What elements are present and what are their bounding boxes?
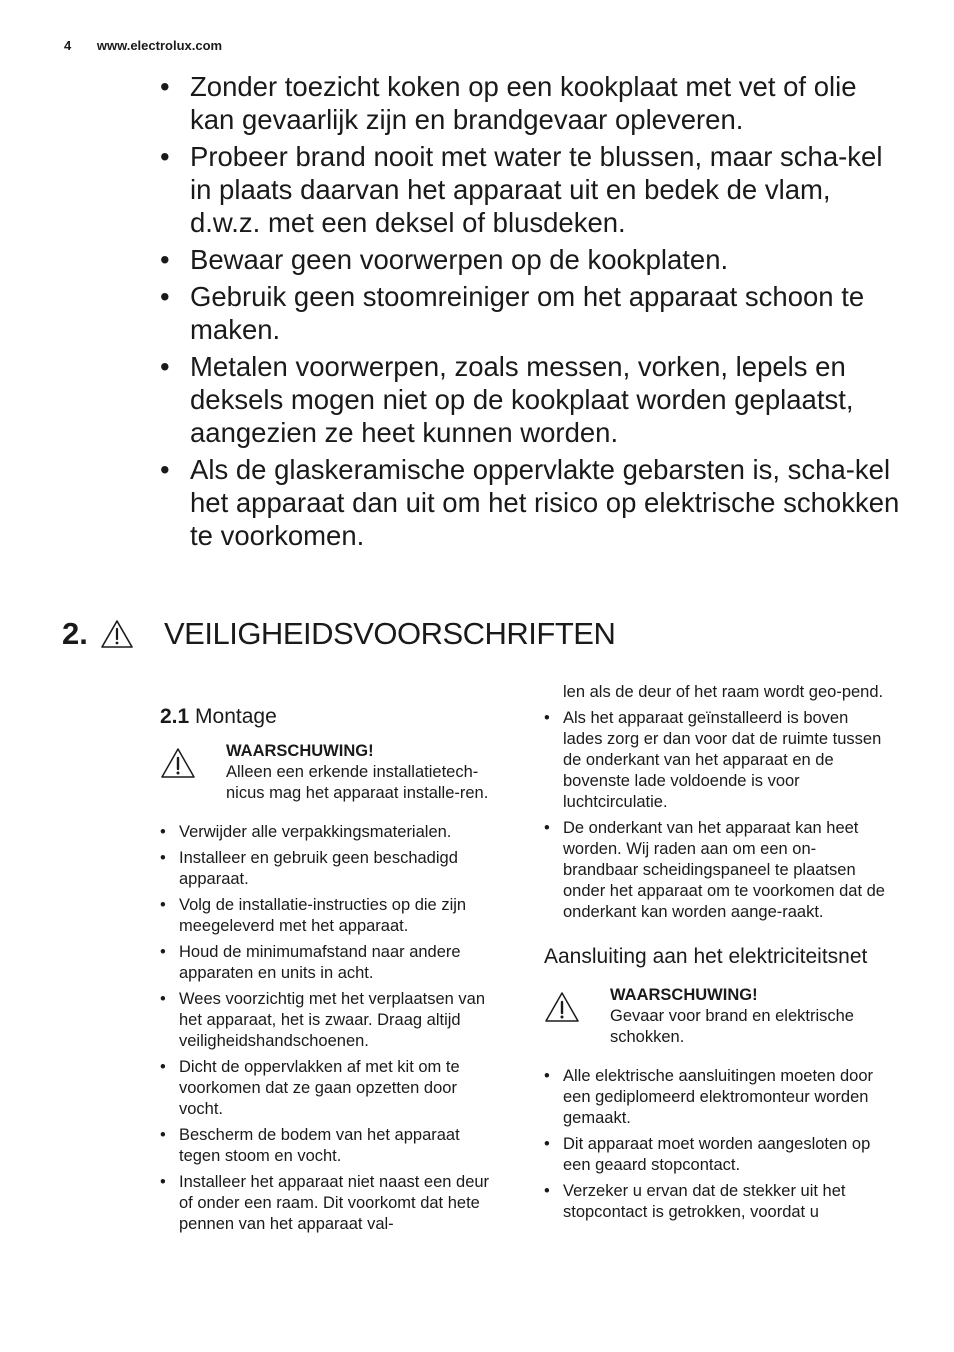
warning-box — [160, 741, 505, 804]
list-item: • Bescherm de bodem van het apparaat tegen stoom en vocht. — [160, 1125, 505, 1167]
warning-box — [544, 985, 889, 1048]
list-item: • Bewaar geen voorwerpen op de kookplaten. — [160, 243, 900, 276]
list-item: • Alle elektrische aansluitingen moeten door een gediplomeerd elektromonteur worden gemaakt. — [544, 1066, 889, 1129]
list-item: • Houd de minimumafstand naar andere apparaten en units in acht. — [160, 942, 505, 984]
list-item: • Installeer en gebruik geen beschadigd apparaat. — [160, 848, 505, 890]
list-item: • Dicht de oppervlakken af met kit om te voorkomen dat ze gaan opzetten door vocht. — [160, 1057, 505, 1120]
list-item: • Probeer brand nooit met water te blussen, maar scha-kel in plaats daarvan het apparaat uit en bedek de vlam, d.w.z. met een deksel of blusdeken. — [160, 140, 900, 239]
warning-triangle-icon — [544, 991, 580, 1023]
subsection-title: Aansluiting aan het elektriciteitsnet — [544, 945, 868, 968]
list-item: • Installeer het apparaat niet naast een deur of onder een raam. Dit voorkomt dat hete pennen van het apparaat val- — [160, 1172, 505, 1235]
subsection-heading — [160, 705, 505, 729]
warning-triangle-icon — [160, 747, 196, 779]
subsection-number: 2.1 — [160, 705, 190, 728]
list-item: • Wees voorzichtig met het verplaatsen van het apparaat, het is zwaar. Draag altijd veiligheidshandschoenen. — [160, 989, 505, 1052]
page-number: 4 — [64, 38, 72, 53]
list-item: • De onderkant van het apparaat kan heet worden. Wij raden aan om een on-brandbaar scheidingspaneel te plaatsen onder het apparaat om te voorkomen dat de onderkant kan worden aange-raakt. — [544, 818, 889, 923]
subsection-title: Montage — [195, 705, 277, 728]
warning-title: WAARSCHUWING! — [226, 742, 374, 760]
section-heading — [62, 612, 615, 656]
warning-title: WAARSCHUWING! — [610, 986, 758, 1004]
list-item: • Volg de installatie-instructies op die zijn meegeleverd met het apparaat. — [160, 895, 505, 937]
site-url[interactable]: www.electrolux.com — [96, 38, 223, 53]
section-number: 2. — [62, 616, 88, 651]
section-title: VEILIGHEIDSVOORSCHRIFTEN — [164, 616, 616, 651]
list-item: • Metalen voorwerpen, zoals messen, vorken, lepels en deksels mogen niet op de kookplaat worden geplaatst, aangezien ze heet kunnen worden. — [160, 350, 900, 449]
page-header — [64, 38, 222, 53]
warning-triangle-icon — [100, 619, 134, 649]
left-column — [160, 705, 505, 1240]
montage-list — [160, 822, 505, 1235]
list-item: • Gebruik geen stoomreiniger om het apparaat schoon te maken. — [160, 280, 900, 346]
list-item: • Verwijder alle verpakkingsmaterialen. — [160, 822, 505, 843]
electric-list — [544, 1066, 889, 1223]
list-item: • Als het apparaat geïnstalleerd is boven lades zorg er dan voor dat de ruimte tussen de onderkant van het apparaat en de bovenste lade voldoende is voor luchtcirculatie. — [544, 708, 889, 813]
warning-text: Alleen een erkende installatietech-nicus mag het apparaat installe-ren. — [226, 763, 489, 802]
list-item: • Zonder toezicht koken op een kookplaat met vet of olie kan gevaarlijk zijn en brandgevaar opleveren. — [160, 70, 900, 136]
continued-text: len als de deur of het raam wordt geo-pend. — [563, 683, 884, 701]
list-item: • Als de glaskeramische oppervlakte gebarsten is, scha-kel het apparaat dan uit om het risico op elektrische schokken te voorkomen. — [160, 453, 900, 552]
list-item: • Dit apparaat moet worden aangesloten op een geaard stopcontact. — [544, 1134, 889, 1176]
warning-text: Gevaar voor brand en elektrische schokken. — [610, 1007, 854, 1046]
list-item: • Verzeker u ervan dat de stekker uit het stopcontact is getrokken, voordat u — [544, 1181, 889, 1223]
top-bullet-list — [160, 70, 900, 556]
montage-list-continued — [544, 708, 889, 923]
right-column — [544, 682, 889, 1228]
